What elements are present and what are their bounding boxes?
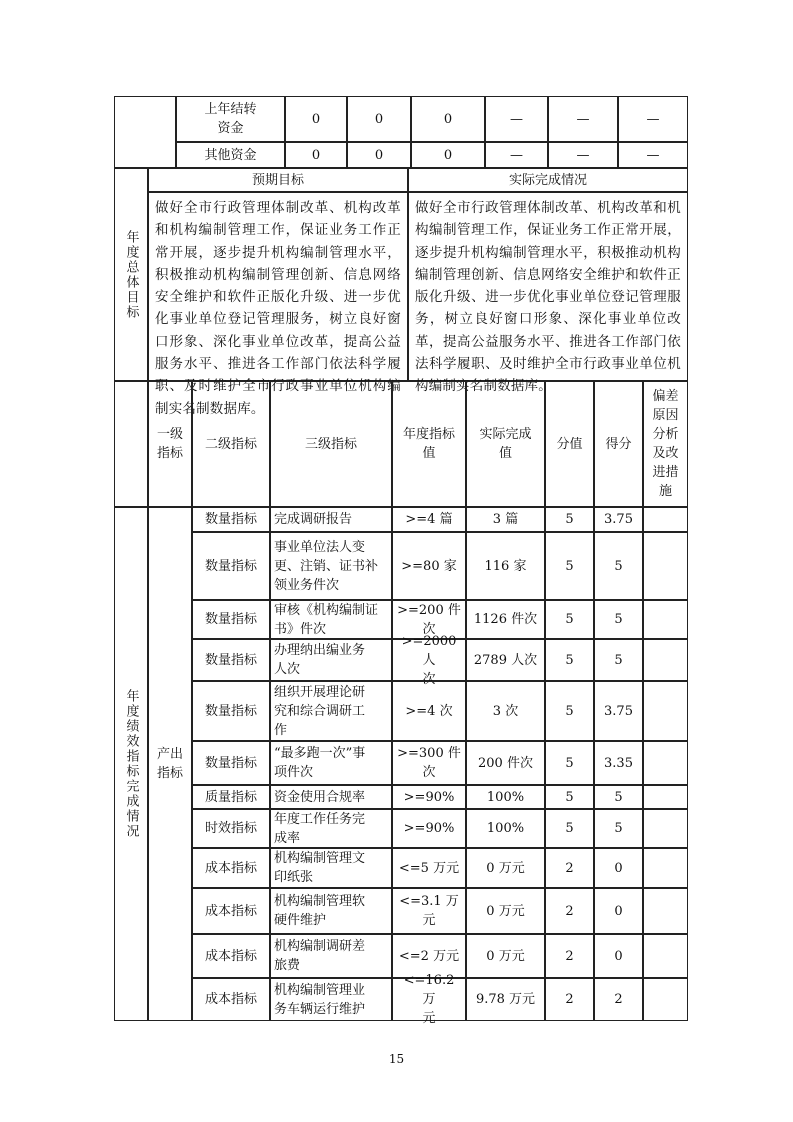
score-value: 3.75 [594, 507, 643, 532]
funding-label: 上年结转 资金 [176, 96, 285, 142]
funding-value: 0 [285, 142, 347, 168]
deviation-cell [643, 888, 688, 934]
header-level3: 三级指标 [270, 381, 392, 507]
annual-target-value: <=2 万元 [392, 934, 466, 978]
level2-indicator: 数量指标 [192, 507, 270, 532]
level3-indicator: 审核《机构编制证 书》件次 [270, 600, 392, 639]
level2-indicator: 成本指标 [192, 978, 270, 1021]
annual-target-value: >=200 件 次 [392, 600, 466, 639]
actual-value: 100% [466, 785, 545, 809]
deviation-cell [643, 809, 688, 848]
level2-indicator: 数量指标 [192, 600, 270, 639]
level2-indicator: 质量指标 [192, 785, 270, 809]
weight-value: 5 [545, 681, 594, 741]
funding-dash: — [485, 142, 548, 168]
level2-indicator: 数量指标 [192, 639, 270, 681]
level2-indicator: 时效指标 [192, 809, 270, 848]
actual-value: 100% [466, 809, 545, 848]
funding-empty-cell [114, 96, 176, 168]
weight-value: 5 [545, 741, 594, 785]
weight-value: 5 [545, 785, 594, 809]
level3-indicator: 年度工作任务完 成率 [270, 809, 392, 848]
goals-side-label-text: 年度总体目标 [123, 229, 139, 320]
weight-value: 5 [545, 600, 594, 639]
page-number: 15 [388, 1052, 405, 1066]
score-value: 5 [594, 532, 643, 600]
actual-value: 3 次 [466, 681, 545, 741]
weight-value: 5 [545, 532, 594, 600]
header-level1: 一级 指标 [148, 381, 192, 507]
weight-value: 2 [545, 848, 594, 888]
funding-dash: — [548, 142, 618, 168]
annual-target-value: >=4 次 [392, 681, 466, 741]
header-weight: 分值 [545, 381, 594, 507]
deviation-cell [643, 848, 688, 888]
deviation-cell [643, 532, 688, 600]
funding-value: 0 [347, 142, 411, 168]
score-value: 0 [594, 848, 643, 888]
level2-indicator: 成本指标 [192, 934, 270, 978]
actual-value: 2789 人次 [466, 639, 545, 681]
funding-dash: — [548, 96, 618, 142]
level3-indicator: 组织开展理论研 究和综合调研工 作 [270, 681, 392, 741]
level3-indicator: 机构编制调研差 旅费 [270, 934, 392, 978]
expected-goal-header: 预期目标 [148, 168, 408, 192]
score-value: 0 [594, 934, 643, 978]
annual-target-value: >=2000 人 次 [392, 639, 466, 681]
level3-indicator: 机构编制管理业 务车辆运行维护 [270, 978, 392, 1021]
deviation-cell [643, 741, 688, 785]
actual-value: 116 家 [466, 532, 545, 600]
header-deviation: 偏差 原因 分析 及改 进措 施 [643, 381, 688, 507]
annual-target-value: <=16.2 万 元 [392, 978, 466, 1021]
header-target: 年度指标 值 [392, 381, 466, 507]
funding-label: 其他资金 [176, 142, 285, 168]
annual-target-value: >=90% [392, 809, 466, 848]
score-value: 5 [594, 639, 643, 681]
funding-dash: — [485, 96, 548, 142]
weight-value: 2 [545, 934, 594, 978]
funding-value: 0 [285, 96, 347, 142]
deviation-cell [643, 507, 688, 532]
weight-value: 5 [545, 507, 594, 532]
level2-indicator: 成本指标 [192, 848, 270, 888]
header-actual: 实际完成 值 [466, 381, 545, 507]
level3-indicator: 完成调研报告 [270, 507, 392, 532]
funding-dash: — [618, 96, 688, 142]
annual-target-value: >=4 篇 [392, 507, 466, 532]
score-value: 2 [594, 978, 643, 1021]
header-score: 得分 [594, 381, 643, 507]
level2-indicator: 数量指标 [192, 532, 270, 600]
score-value: 3.35 [594, 741, 643, 785]
actual-value: 1126 件次 [466, 600, 545, 639]
actual-value: 0 万元 [466, 934, 545, 978]
actual-value: 0 万元 [466, 848, 545, 888]
score-value: 3.75 [594, 681, 643, 741]
level1-output-indicator: 产出 指标 [148, 507, 192, 1021]
level3-indicator: 资金使用合规率 [270, 785, 392, 809]
actual-value: 200 件次 [466, 741, 545, 785]
funding-value: 0 [411, 96, 485, 142]
actual-value: 3 篇 [466, 507, 545, 532]
actual-value: 9.78 万元 [466, 978, 545, 1021]
annual-target-value: >=80 家 [392, 532, 466, 600]
goals-side-label [114, 168, 148, 381]
annual-target-value: >=300 件 次 [392, 741, 466, 785]
deviation-cell [643, 785, 688, 809]
expected-goal-text: 做好全市行政管理体制改革、机构改革和机构编制管理工作，保证业务工作正常开展，逐步提升机构编制管理水平，积极推动机构编制管理创新、信息网络安全维护和软件正版化升级、进一步优化事业单位登记管理服务，树立良好窗口形象、深化事业单位改革，提高公益服务水平、推进各工作部门依法科学履职、及时维护全市行政事业单位机构编制实名制数据库。 [148, 192, 408, 381]
score-value: 5 [594, 809, 643, 848]
level2-indicator: 数量指标 [192, 741, 270, 785]
level2-indicator: 成本指标 [192, 888, 270, 934]
header-blank-cell [114, 381, 148, 507]
annual-target-value: >=90% [392, 785, 466, 809]
deviation-cell [643, 600, 688, 639]
level2-indicator: 数量指标 [192, 681, 270, 741]
actual-result-text: 做好全市行政管理体制改革、机构改革和机构编制管理工作，保证业务工作正常开展，逐步提升机构编制管理水平，积极推动机构编制管理创新、信息网络安全维护和软件正版化升级、进一步优化事业单位登记管理服务，树立良好窗口形象、深化事业单位改革，提高公益服务水平、推进各工作部门依法科学履职、及时维护全市行政事业单位机构编制实名制数据库。 [408, 192, 688, 381]
header-level2: 二级指标 [192, 381, 270, 507]
weight-value: 2 [545, 978, 594, 1021]
level3-indicator: 机构编制管理文 印纸张 [270, 848, 392, 888]
deviation-cell [643, 681, 688, 741]
deviation-cell [643, 978, 688, 1021]
indicators-side-label [114, 507, 148, 1021]
annual-target-value: <=5 万元 [392, 848, 466, 888]
level3-indicator: “最多跑一次”事 项件次 [270, 741, 392, 785]
weight-value: 5 [545, 809, 594, 848]
deviation-cell [643, 639, 688, 681]
actual-value: 0 万元 [466, 888, 545, 934]
weight-value: 2 [545, 888, 594, 934]
indicators-side-label-text: 年度绩效指标完成情况 [123, 689, 139, 839]
score-value: 5 [594, 785, 643, 809]
level3-indicator: 机构编制管理软 硬件维护 [270, 888, 392, 934]
funding-dash: — [618, 142, 688, 168]
score-value: 5 [594, 600, 643, 639]
level3-indicator: 事业单位法人变 更、注销、证书补 领业务件次 [270, 532, 392, 600]
annual-target-value: <=3.1 万 元 [392, 888, 466, 934]
actual-result-header: 实际完成情况 [408, 168, 688, 192]
funding-value: 0 [347, 96, 411, 142]
weight-value: 5 [545, 639, 594, 681]
score-value: 0 [594, 888, 643, 934]
level3-indicator: 办理纳出编业务 人次 [270, 639, 392, 681]
funding-value: 0 [411, 142, 485, 168]
deviation-cell [643, 934, 688, 978]
